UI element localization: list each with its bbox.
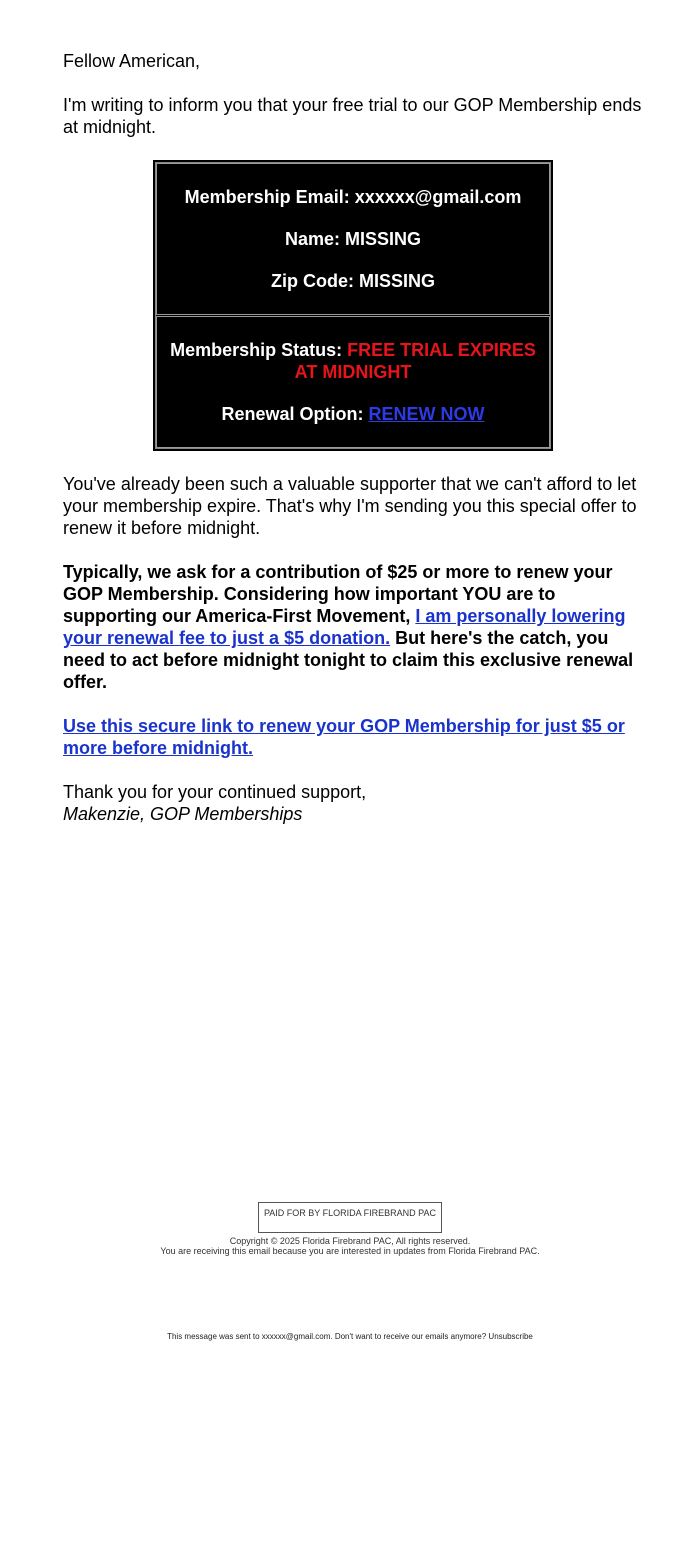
email-footer — [0, 1202, 700, 1256]
membership-status-value: FREE TRIAL EXPIRES AT MIDNIGHT — [294, 340, 536, 382]
offer-text-after: But here's the catch, you need to act before midnight tonight to claim this exclusive renewal offer. — [63, 628, 634, 692]
renew-now-link[interactable]: RENEW NOW — [368, 404, 485, 424]
closing-text: Thank you for your continued support, — [63, 782, 367, 802]
membership-info-box — [153, 160, 553, 451]
renewal-option-label: Renewal Option: — [221, 404, 369, 424]
membership-details-cell — [156, 163, 550, 315]
greeting: Fellow American, — [63, 51, 201, 71]
membership-status-row — [167, 339, 539, 383]
subscription-reason-text: You are receiving this email because you are interested in updates from Florida Firebrand PAC. — [160, 1246, 540, 1256]
secure-renew-link[interactable]: Use this secure link to renew your GOP Membership for just $5 or more before midnight. — [63, 716, 625, 758]
paid-for-disclaimer: PAID FOR BY FLORIDA FIREBRAND PAC — [258, 1202, 442, 1233]
copyright-text: Copyright © 2025 Florida Firebrand PAC, All rights reserved. — [229, 1236, 471, 1246]
email-body — [63, 50, 643, 825]
intro-paragraph: I'm writing to inform you that your free trial to our GOP Membership ends at midnight. — [63, 95, 642, 137]
lower-fee-link[interactable]: I am personally lowering your renewal fee to just a $5 donation. — [63, 606, 626, 648]
zip-code-label: Zip Code: — [270, 271, 359, 291]
zip-code-row — [167, 270, 539, 292]
name-label: Name: — [284, 229, 345, 249]
supporter-paragraph: You've already been such a valuable supporter that we can't afford to let your membership expire. That's why I'm sending you this special offer to renew it before midnight. — [63, 474, 637, 538]
signature: Makenzie, GOP Memberships — [63, 804, 303, 824]
membership-status-cell — [156, 316, 550, 448]
unsubscribe-note[interactable]: This message was sent to xxxxxx@gmail.com. Don't want to receive our emails anymore? Unsubscribe — [167, 1332, 533, 1341]
name-row — [167, 228, 539, 250]
offer-paragraph — [63, 561, 643, 693]
offer-text-before: Typically, we ask for a contribution of $25 or more to renew your GOP Membership. Considering how important YOU are to supporting our America-First Movement, — [63, 562, 613, 626]
cta-paragraph — [63, 715, 643, 759]
membership-email-value: xxxxxx@gmail.com — [354, 187, 522, 207]
zip-code-value: MISSING — [358, 271, 435, 291]
membership-email-label: Membership Email: — [184, 187, 355, 207]
renewal-option-row — [167, 403, 539, 425]
name-value: MISSING — [345, 229, 422, 249]
membership-email-row — [167, 186, 539, 208]
closing-block — [63, 781, 643, 825]
membership-table — [153, 160, 553, 451]
membership-status-label: Membership Status: — [170, 340, 348, 360]
